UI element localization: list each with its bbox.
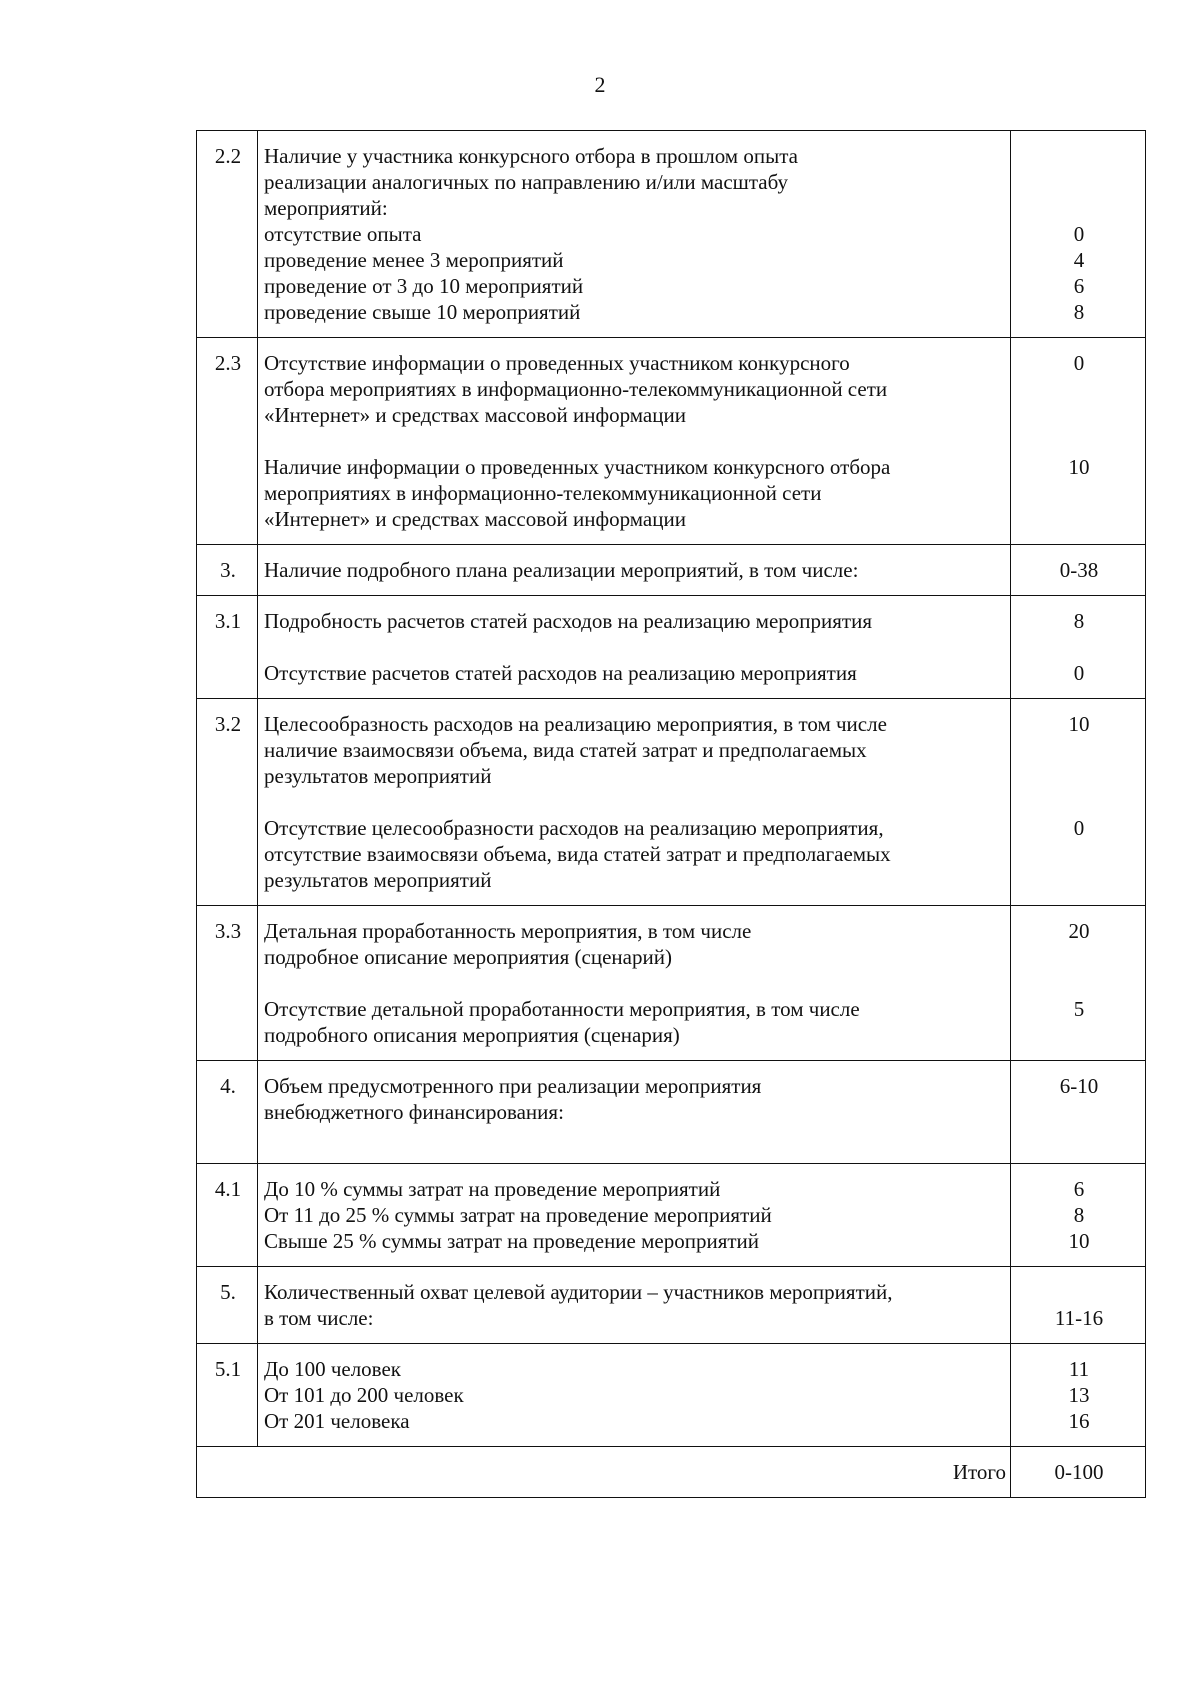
score-value: 11-16 — [1054, 1306, 1104, 1330]
description-line: проведение свыше 10 мероприятий — [264, 300, 581, 324]
description-line: результатов мероприятий — [264, 868, 492, 892]
description-line: результатов мероприятий — [264, 764, 492, 788]
score-value — [1017, 143, 1141, 169]
criteria-score — [1011, 131, 1146, 338]
score-value — [1017, 763, 1141, 789]
criteria-description — [258, 1344, 1011, 1447]
total-row — [197, 1447, 1146, 1498]
criteria-number: 5.1 — [197, 1344, 258, 1447]
score-value — [1017, 1279, 1141, 1305]
criteria-score — [1011, 1344, 1146, 1447]
score-value — [1017, 1099, 1141, 1125]
criteria-description — [258, 906, 1011, 1061]
criteria-row — [197, 131, 1146, 338]
score-value: 6 — [1073, 274, 1085, 298]
description-line: подробного описания мероприятия (сценария) — [264, 1023, 680, 1047]
description-line: подробное описание мероприятия (сценарий) — [264, 945, 672, 969]
criteria-score — [1011, 596, 1146, 699]
criteria-number: 4.1 — [197, 1164, 258, 1267]
criteria-table-body — [197, 131, 1146, 1498]
criteria-score — [1011, 1267, 1146, 1344]
description-line: Целесообразность расходов на реализацию мероприятия, в том числе — [264, 712, 887, 736]
criteria-number: 3.3 — [197, 906, 258, 1061]
description-line: От 201 человека — [264, 1409, 410, 1433]
score-value: 5 — [1073, 997, 1085, 1021]
criteria-row — [197, 699, 1146, 906]
score-value: 20 — [1068, 919, 1090, 943]
description-line: До 10 % суммы затрат на проведение мероприятий — [264, 1177, 721, 1201]
criteria-row — [197, 1164, 1146, 1267]
criteria-score — [1011, 1061, 1146, 1164]
description-line — [264, 970, 1006, 996]
score-value: 8 — [1073, 1203, 1085, 1227]
score-value: 8 — [1073, 300, 1085, 324]
total-score: 0-100 — [1011, 1447, 1146, 1498]
description-line: Наличие подробного плана реализации мероприятий, в том числе: — [264, 558, 859, 582]
score-value — [1017, 195, 1141, 221]
description-line: Отсутствие информации о проведенных участником конкурсного — [264, 351, 850, 375]
score-value — [1017, 402, 1141, 428]
description-line: проведение менее 3 мероприятий — [264, 248, 564, 272]
score-value — [1017, 169, 1141, 195]
description-line: Количественный охват целевой аудитории – участников мероприятий, — [264, 1280, 893, 1304]
description-line: От 101 до 200 человек — [264, 1383, 464, 1407]
score-value — [1017, 480, 1141, 506]
score-value: 8 — [1073, 609, 1085, 633]
description-line: «Интернет» и средствах массовой информации — [264, 403, 686, 427]
description-line: проведение от 3 до 10 мероприятий — [264, 274, 584, 298]
description-line — [264, 1125, 1006, 1151]
criteria-score — [1011, 699, 1146, 906]
description-line — [264, 428, 1006, 454]
page-number: 2 — [594, 72, 606, 97]
score-value: 10 — [1068, 712, 1090, 736]
description-line: Детальная проработанность мероприятия, в том числе — [264, 919, 752, 943]
criteria-row — [197, 338, 1146, 545]
description-line: Наличие информации о проведенных участником конкурсного отбора — [264, 455, 891, 479]
description-line: отбора мероприятиях в информационно-телекоммуникационной сети — [264, 377, 888, 401]
score-value: 6-10 — [1059, 1074, 1099, 1098]
criteria-score — [1011, 545, 1146, 596]
description-line: До 100 человек — [264, 1357, 402, 1381]
description-line: Свыше 25 % суммы затрат на проведение мероприятий — [264, 1229, 760, 1253]
description-line: отсутствие взаимосвязи объема, вида статей затрат и предполагаемых — [264, 842, 891, 866]
score-value: 0 — [1073, 816, 1085, 840]
score-value: 0 — [1073, 351, 1085, 375]
score-value — [1017, 789, 1141, 815]
description-line: Подробность расчетов статей расходов на реализацию мероприятия — [264, 609, 872, 633]
score-value — [1017, 970, 1141, 996]
criteria-description — [258, 131, 1011, 338]
score-value: 0 — [1073, 222, 1085, 246]
score-value — [1017, 867, 1141, 893]
score-value — [1017, 1022, 1141, 1048]
criteria-description — [258, 699, 1011, 906]
criteria-description — [258, 545, 1011, 596]
description-line: Отсутствие детальной проработанности мероприятия, в том числе — [264, 997, 860, 1021]
score-value: 16 — [1068, 1409, 1090, 1433]
description-line: внебюджетного финансирования: — [264, 1100, 564, 1124]
criteria-description — [258, 1061, 1011, 1164]
criteria-number: 3.2 — [197, 699, 258, 906]
description-line: в том числе: — [264, 1306, 374, 1330]
criteria-number: 4. — [197, 1061, 258, 1164]
criteria-score — [1011, 906, 1146, 1061]
score-value: 10 — [1068, 1229, 1090, 1253]
criteria-row — [197, 1061, 1146, 1164]
score-value: 0-38 — [1059, 558, 1099, 582]
description-line: мероприятий: — [264, 196, 388, 220]
score-value — [1017, 841, 1141, 867]
description-line: «Интернет» и средствах массовой информации — [264, 507, 686, 531]
description-line: От 11 до 25 % суммы затрат на проведение мероприятий — [264, 1203, 772, 1227]
score-value: 6 — [1073, 1177, 1085, 1201]
criteria-description — [258, 338, 1011, 545]
description-line — [264, 789, 1006, 815]
score-value — [1017, 1125, 1141, 1151]
score-value: 4 — [1073, 248, 1085, 272]
description-line — [264, 634, 1006, 660]
score-value — [1017, 506, 1141, 532]
criteria-row — [197, 1267, 1146, 1344]
score-value — [1017, 634, 1141, 660]
description-line: реализации аналогичных по направлению и/или масштабу — [264, 170, 788, 194]
criteria-description — [258, 1267, 1011, 1344]
score-value — [1017, 428, 1141, 454]
criteria-number: 2.2 — [197, 131, 258, 338]
description-line: наличие взаимосвязи объема, вида статей затрат и предполагаемых — [264, 738, 867, 762]
description-line: Наличие у участника конкурсного отбора в прошлом опыта — [264, 144, 798, 168]
criteria-row — [197, 1344, 1146, 1447]
criteria-description — [258, 1164, 1011, 1267]
score-value: 10 — [1068, 455, 1090, 479]
score-value: 0 — [1073, 661, 1085, 685]
criteria-number: 3. — [197, 545, 258, 596]
criteria-number: 5. — [197, 1267, 258, 1344]
score-value — [1017, 376, 1141, 402]
criteria-row — [197, 906, 1146, 1061]
criteria-score — [1011, 1164, 1146, 1267]
total-label: Итого — [197, 1447, 1011, 1498]
score-value: 11 — [1068, 1357, 1090, 1381]
score-value — [1017, 944, 1141, 970]
description-line: отсутствие опыта — [264, 222, 422, 246]
description-line: Отсутствие расчетов статей расходов на реализацию мероприятия — [264, 661, 857, 685]
description-line: мероприятиях в информационно-телекоммуникационной сети — [264, 481, 822, 505]
description-line: Объем предусмотренного при реализации мероприятия — [264, 1074, 762, 1098]
criteria-table — [196, 130, 1146, 1498]
criteria-row — [197, 545, 1146, 596]
criteria-score — [1011, 338, 1146, 545]
score-value — [1017, 737, 1141, 763]
criteria-row — [197, 596, 1146, 699]
criteria-number: 2.3 — [197, 338, 258, 545]
description-line: Отсутствие целесообразности расходов на реализацию мероприятия, — [264, 816, 884, 840]
criteria-number: 3.1 — [197, 596, 258, 699]
score-value: 13 — [1068, 1383, 1090, 1407]
criteria-description — [258, 596, 1011, 699]
